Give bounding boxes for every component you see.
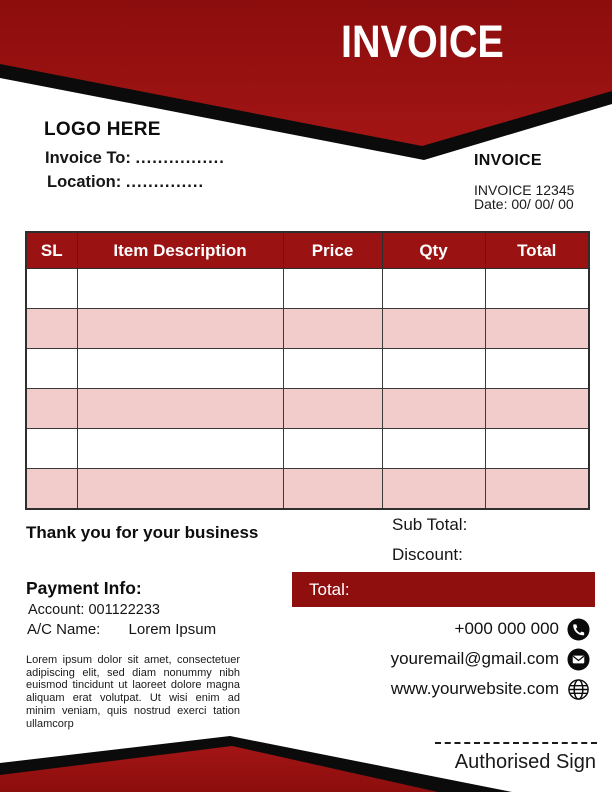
table-cell[interactable] [382, 429, 485, 469]
table-cell[interactable] [382, 469, 485, 510]
sub-total-label: Sub Total: [392, 515, 468, 534]
ac-name-label: A/C Name: [27, 621, 101, 638]
table-cell[interactable] [283, 429, 382, 469]
location-line [47, 173, 204, 192]
invoice-date-label: Date: [474, 196, 508, 212]
table-cell[interactable] [77, 309, 283, 349]
footer-banner-shape [0, 730, 612, 792]
table-row [26, 349, 589, 389]
table-cell[interactable] [485, 389, 589, 429]
col-header-total: Total [485, 232, 589, 269]
contact-block [391, 617, 590, 701]
ac-name-value: Lorem Ipsum [128, 621, 217, 638]
total-bar [292, 572, 595, 607]
table-cell[interactable] [382, 389, 485, 429]
email-icon [567, 648, 590, 671]
table-cell[interactable] [26, 389, 77, 429]
table-cell[interactable] [26, 309, 77, 349]
email-row [391, 647, 590, 671]
table-cell[interactable] [382, 309, 485, 349]
table-cell[interactable] [77, 389, 283, 429]
globe-icon [567, 678, 590, 701]
location-label: Location: [47, 173, 122, 191]
invoice-to-label: Invoice To: [45, 149, 131, 167]
total-label: Total: [309, 580, 350, 599]
phone-icon [567, 618, 590, 641]
table-cell[interactable] [283, 309, 382, 349]
col-header-price: Price [283, 232, 382, 269]
account-label: Account: [28, 602, 85, 618]
table-cell[interactable] [485, 269, 589, 309]
account-number: 001122233 [88, 602, 160, 618]
table-cell[interactable] [485, 469, 589, 510]
table-cell[interactable] [283, 349, 382, 389]
account-line [28, 602, 160, 618]
invoice-number: INVOICE 12345 [474, 182, 575, 198]
table-row [26, 389, 589, 429]
table-row [26, 429, 589, 469]
invoice-date-line [474, 196, 574, 212]
table-cell[interactable] [77, 269, 283, 309]
table-cell[interactable] [382, 349, 485, 389]
table-cell[interactable] [485, 309, 589, 349]
email-address: youremail@gmail.com [390, 649, 559, 668]
phone-row [455, 617, 590, 641]
table-header-row [26, 232, 589, 269]
table-cell[interactable] [485, 429, 589, 469]
invoice-meta-heading: INVOICE [474, 152, 542, 169]
table-cell[interactable] [26, 429, 77, 469]
location-fill-field[interactable]: .............. [125, 173, 205, 191]
phone-number: +000 000 000 [454, 619, 559, 638]
invoice-date-value: 00/ 00/ 00 [511, 196, 574, 212]
logo-placeholder: LOGO HERE [44, 119, 161, 140]
table-row [26, 469, 589, 510]
ac-name-line [27, 621, 216, 638]
payment-info-heading: Payment Info: [26, 578, 142, 598]
table-cell[interactable] [26, 469, 77, 510]
thank-you-message: Thank you for your business [26, 523, 259, 542]
table-cell[interactable] [283, 269, 382, 309]
col-header-description: Item Description [77, 232, 283, 269]
table-cell[interactable] [77, 469, 283, 510]
website-row [391, 677, 590, 701]
invoice-to-fill-field[interactable]: ................ [135, 149, 225, 167]
table-cell[interactable] [26, 349, 77, 389]
col-header-qty: Qty [382, 232, 485, 269]
discount-label: Discount: [392, 545, 463, 564]
table-cell[interactable] [485, 349, 589, 389]
authorised-sign-label: Authorised Sign [454, 751, 596, 773]
website-url: www.yourwebsite.com [390, 679, 559, 698]
table-cell[interactable] [283, 469, 382, 510]
items-table [25, 231, 590, 510]
table-cell[interactable] [283, 389, 382, 429]
table-row [26, 309, 589, 349]
page-title: INVOICE [341, 16, 504, 67]
col-header-sl: SL [26, 232, 77, 269]
table-cell[interactable] [26, 269, 77, 309]
payment-note: Lorem ipsum dolor sit amet, consectetuer adipiscing elit, sed diam nonummy nibh euismod tincidunt ut laoreet dolore magna aliquam erat volutpat. Ut wisi enim ad minim veniam, quis nostrud exerci tation ullamcorp [26, 654, 240, 730]
table-cell[interactable] [382, 269, 485, 309]
table-cell[interactable] [77, 429, 283, 469]
table-row [26, 269, 589, 309]
table-cell[interactable] [77, 349, 283, 389]
invoice-to-line [45, 149, 225, 168]
